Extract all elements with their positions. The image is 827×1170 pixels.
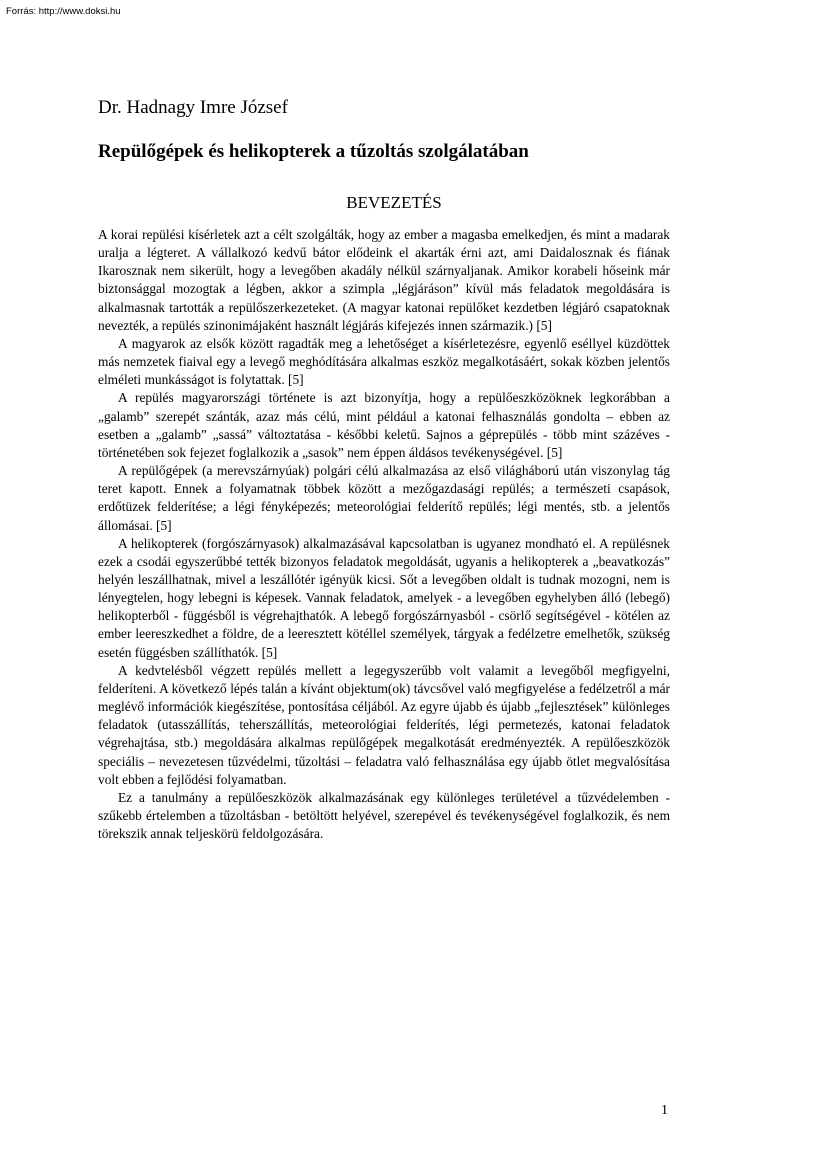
document-body bbox=[98, 96, 670, 843]
paragraph: A korai repülési kísérletek azt a célt szolgálták, hogy az ember a magasba emelkedjen, és mint a madarak uralja a légteret. A vállalkozó kedvű bátor elődeink el akarták érni azt, ami Daidalosznak és fiának Ikarosznak nem sikerült, hogy a levegőben akadály nélkül szárnyaljanak. Amikor korabeli hőseink már biztonsággal mozogtak a légben, akkor a szimpla „légjáráson” kívül más feladatok megoldására is alkalmasnak tartották a repülőszerkezeteket. (A magyar katonai repülőket kezdetben légjáró csapatoknak nevezték, a repülés szinonimájaként használt légjárás kifejezés innen származik.) [5] bbox=[98, 227, 670, 333]
paragraph: A helikopterek (forgószárnyasok) alkalmazásával kapcsolatban is ugyanez mondható el. A repülésnek ezek a csodái egyszerűbbé tették bizonyos feladatok megoldását, ugyanis a helikopterek a „beavatkozás” helyén leszállhatnak, mivel a leszállótér igényük kicsi. Sőt a levegőben oldalt is tudnak mozogni, nem is lényegtelen, hogy lebegni is képesek. Vannak feladatok, amelyek - a levegőben egyhelyben álló (lebegő) helikopterből - függésből is végrehajthatók. A lebegő forgószárnyasból - csörlő segítségével - kötélen az ember leereszkedhet a földre, de a leeresztett kötéllel személyek, tárgyak a fedélzetre emelhetők, szükség esetén függésben szállíthatók. [5] bbox=[98, 535, 670, 660]
author-name: Dr. Hadnagy Imre József bbox=[98, 97, 288, 118]
paragraph: Ez a tanulmány a repülőeszközök alkalmazásának egy különleges területével a tűzvédelemben - szűkebb értelemben a tűzoltásban - betöltött helyével, szerepével és tevékenységével foglalkozik, és nem törekszik annak teljeskörü feldolgozására. bbox=[98, 789, 670, 842]
paragraph: A magyarok az elsők között ragadták meg a lehetőséget a kísérletezésre, egyenlő eséllyel küzdöttek más nemzetek fiaival egy a levegő meghódítására alkalmas eszköz megalkotásáért, sokak közben jelentős elméleti munkásságot is folytattak. [5] bbox=[98, 335, 670, 388]
page-number: 1 bbox=[661, 1103, 668, 1118]
paragraph: A kedvtelésből végzett repülés mellett a legegyszerűbb volt valamit a levegőből megfigyelni, felderíteni. A következő lépés talán a kívánt objektum(ok) távcsővel való megfigyelése a fedélzetről a már meglévő információk kiegészítése, pontosítása céljából. Az egyre újabb és újabb „fejlesztések” különleges feladatok (utasszállítás, teherszállítás, meteorológiai felderítés, légi permetezés, katonai feladatok végrehajtása, stb.) megoldására alkalmas repülőgépek megalkotását eredményezték. A repülőeszközök speciális – nevezetesen tűzvédelmi, tűzoltási – feladatra való felhasználása egy újabb ötlet megvalósítása volt ebben a fejlődési folyamatban. bbox=[98, 662, 670, 787]
source-note: Forrás: http://www.doksi.hu bbox=[6, 6, 121, 17]
section-heading: BEVEZETÉS bbox=[346, 193, 442, 212]
paragraph: A repülőgépek (a merevszárnyúak) polgári célú alkalmazása az első világháború után viszonylag tág teret kapott. Ennek a folyamatnak többek között a mezőgazdasági repülés; a természeti csapások, erdőtüzek felderítése; a légi fényképezés; meteorológiai felderítő repülés; légi mentés, stb. a jelentős állomásai. [5] bbox=[98, 463, 670, 533]
document-title: Repülőgépek és helikopterek a tűzoltás szolgálatában bbox=[98, 141, 529, 162]
paragraph: A repülés magyarországi története is azt bizonyítja, hogy a repülőeszközöknek legkorábban a „galamb” szerepét szánták, azaz más célú, mint például a katonai felhasználás gondolta – ebben az esetben a „galamb” „sassá” változtatása - későbbi keletű. Sajnos a géprepülés - több mint százéves - történetében sok fejezet foglalkozik a „sasok” nem éppen áldásos tevékenységével. [5] bbox=[98, 390, 670, 460]
